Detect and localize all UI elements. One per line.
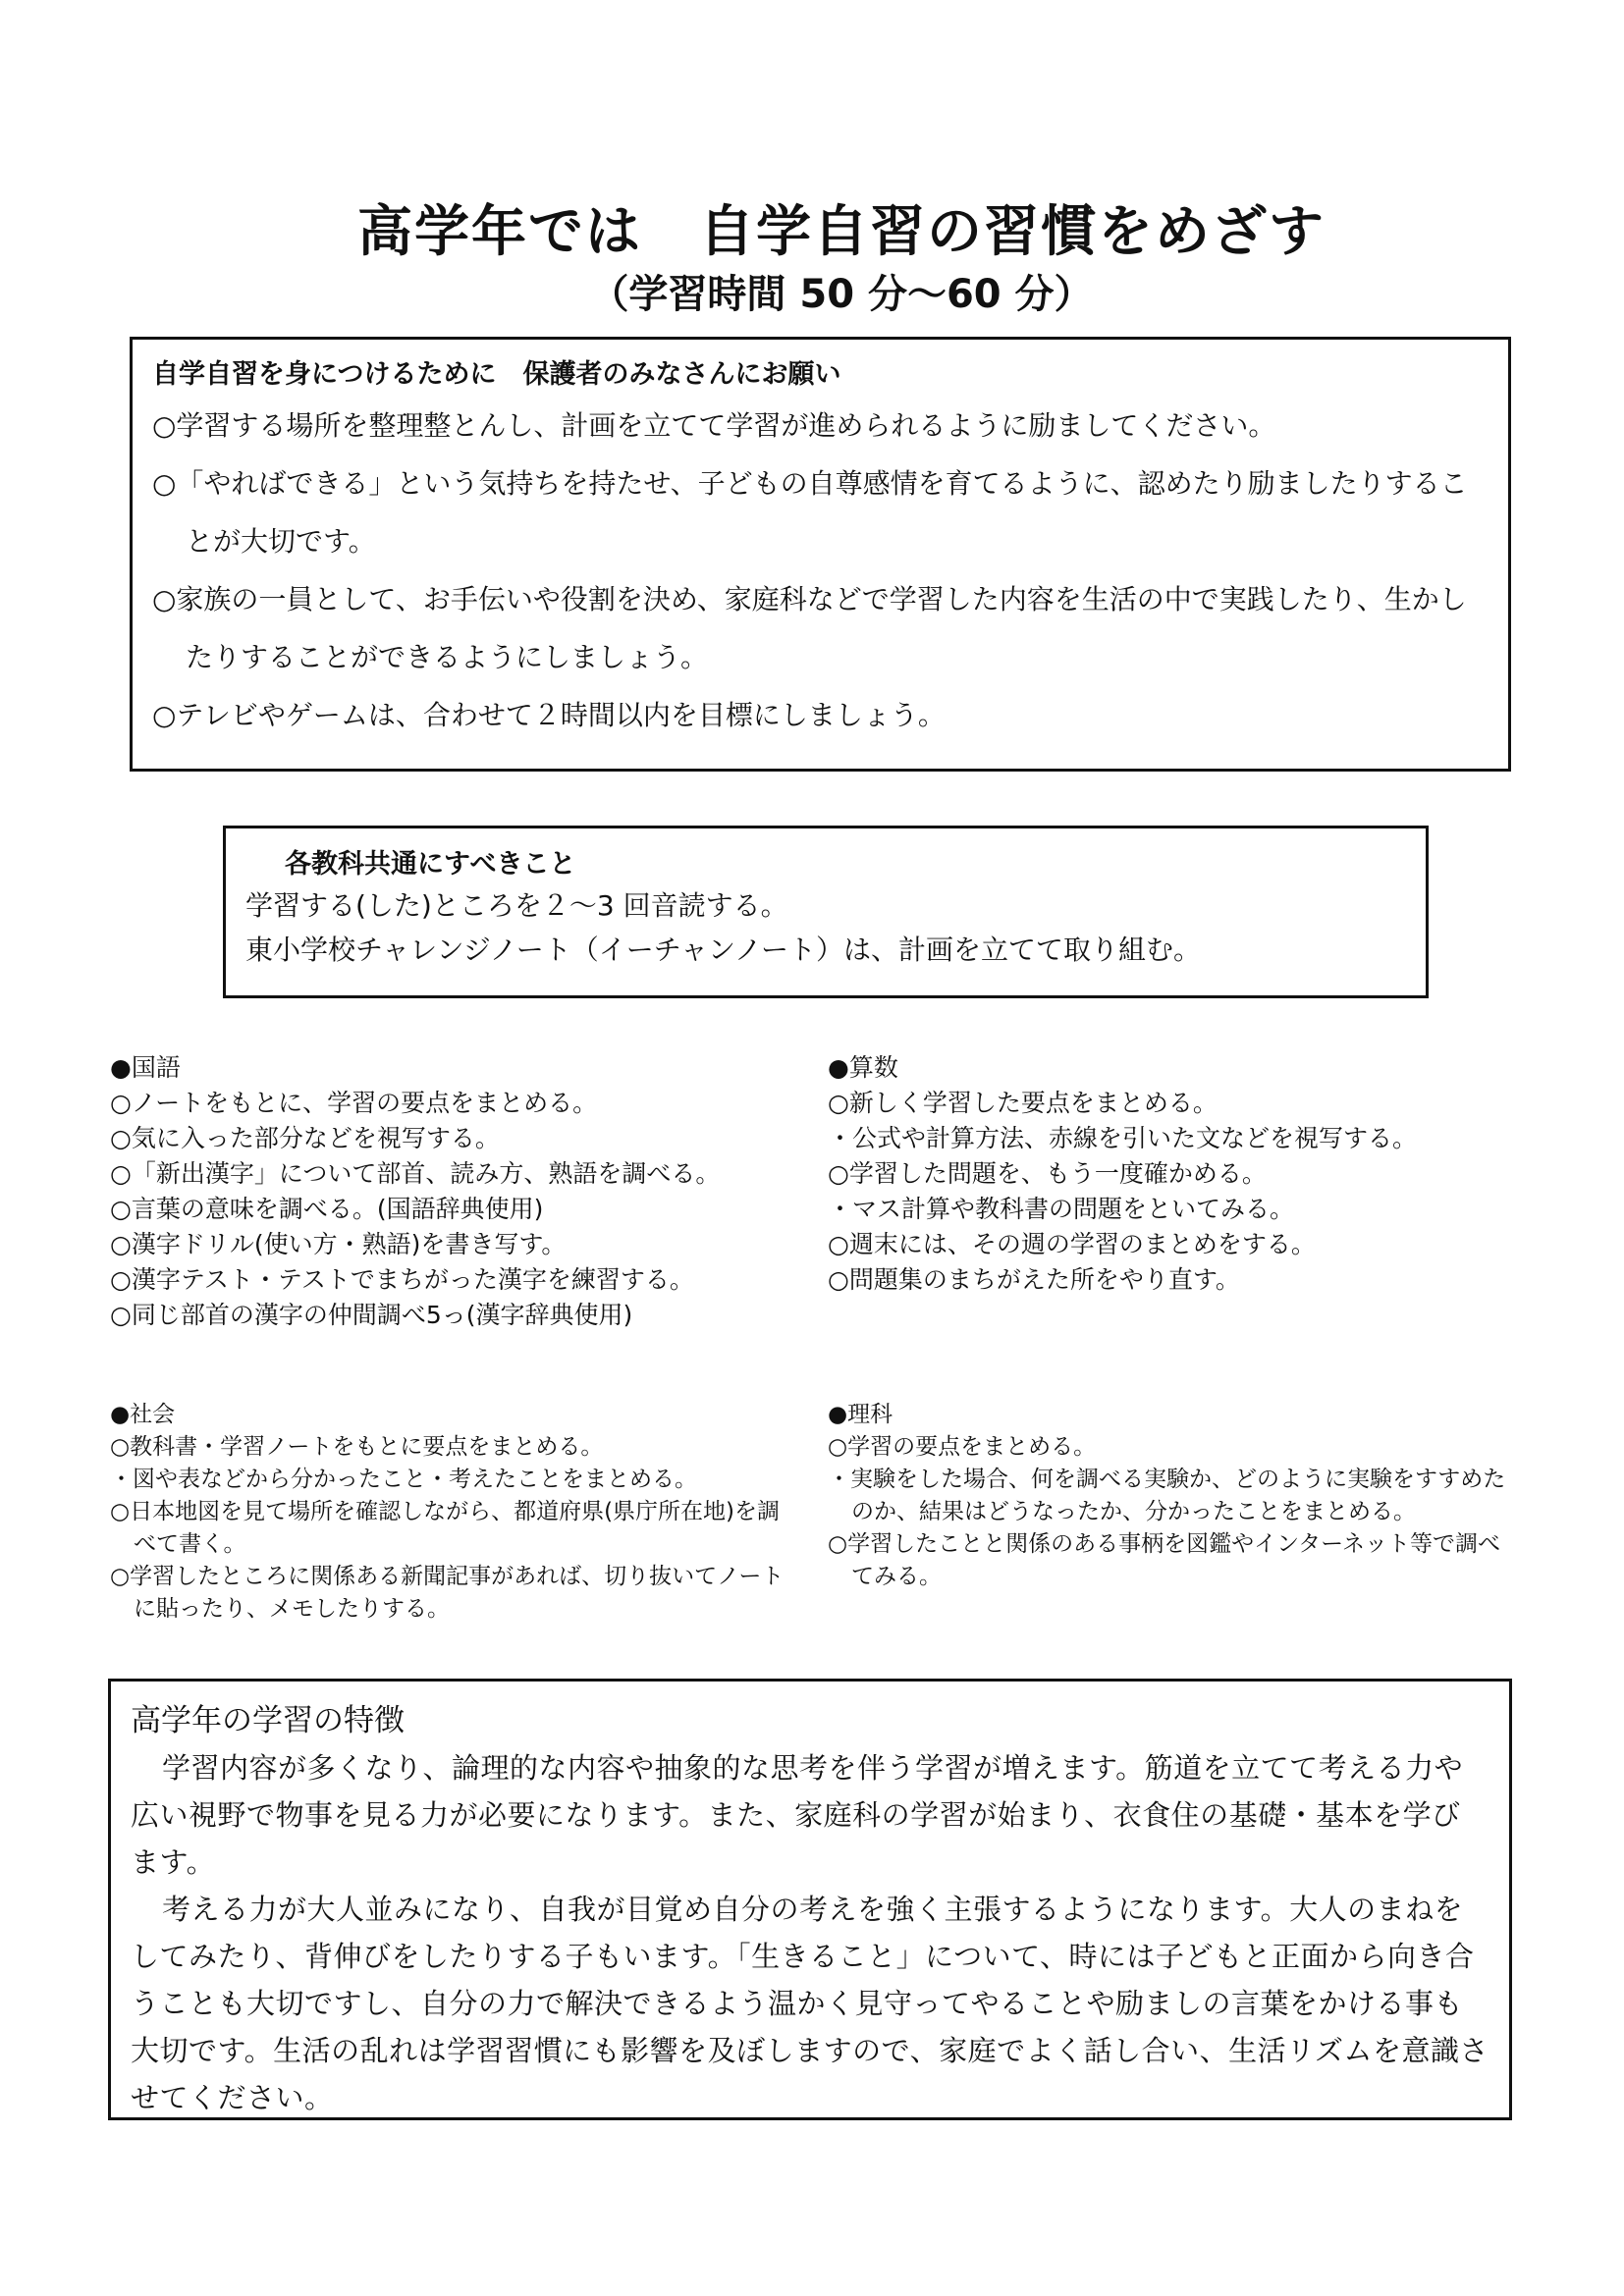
request-item: ○テレビやゲームは、合わせて２時間以内を目標にしましょう。 [152,699,946,731]
subject-item: ○漢字テスト・テストでまちがった漢字を練習する。 [110,1265,694,1294]
subject-kokugo [110,1050,817,1333]
common-tasks-box [223,826,1429,998]
subject-item: ○ノートをもとに、学習の要点をまとめる。 [110,1089,598,1117]
common-tasks-heading: 各教科共通にすべきこと [285,849,576,880]
subject-item: ○気に入った部分などを視写する。 [110,1124,500,1152]
subject-title: ●算数 [828,1053,898,1082]
page-title: 高学年では 自学自習の習慣をめざす [357,200,1326,264]
common-task-line: 学習する(した)ところを２～3 回音読する。 [245,889,788,922]
request-item: ○学習する場所を整理整とんし、計画を立てて学習が進められるように励ましてください。 [152,409,1276,442]
subject-item: ○「新出漢字」について部首、読み方、熟語を調べる。 [110,1159,721,1188]
features-paragraph: 考える力が大人並みになり、自我が目覚め自分の考えを強く主張するようになります。大人のまねをしてみたり、背伸びをしたりする子もいます。「生きること」について、時には子どもと正面から向き合うことも大切ですし、自分の力で解決できるよう温かく見守ってやることや励ましの言葉をかける事も大切です。生活の乱れは学習習慣にも影響を及ぼしますので、家庭でよく話し合い、生活リズムを意識させてください。 [131,1893,1489,2114]
subject-item: ○問題集のまちがえた所をやり直す。 [828,1265,1240,1294]
subject-item: ○日本地図を見て場所を確認しながら、都道府県(県庁所在地)を調べて書く。 [110,1499,781,1557]
subject-item: ○学習の要点をまとめる。 [828,1434,1097,1460]
subject-title: ●社会 [110,1402,176,1427]
subject-item: ○学習したところに関係ある新聞記事があれば、切り抜いてノートに貼ったり、メモしたりする。 [110,1564,785,1622]
subject-item: ○言葉の意味を調べる。(国語辞典使用) [110,1195,544,1223]
page-subtitle: （学習時間 50 分～60 分） [589,272,1094,317]
subject-shakai [110,1399,787,1626]
subject-title: ●国語 [110,1053,181,1082]
subject-item: ・マス計算や教科書の問題をといてみる。 [828,1195,1295,1223]
upper-grade-features-box [108,1679,1512,2120]
subject-rika [828,1399,1515,1593]
common-task-line: 東小学校チャレンジノート（イーチャンノート）は、計画を立てて取り組む。 [245,934,1202,966]
subject-item: ○学習したことと関係のある事柄を図鑑やインターネット等で調べてみる。 [828,1531,1500,1589]
subject-title: ●理科 [828,1402,893,1427]
subject-item: ○漢字ドリル(使い方・熟語)を書き写す。 [110,1230,567,1258]
subject-item: ○週末には、その週の学習のまとめをする。 [828,1230,1316,1258]
subject-item: ・実験をした場合、何を調べる実験か、どのように実験をすすめたのか、結果はどうなったか、分かったことをまとめる。 [828,1467,1506,1524]
request-item: ○家族の一員として、お手伝いや役割を決め、家庭科などで学習した内容を生活の中で実践したり、生かしたりすることができるようにしましょう。 [152,583,1467,673]
parent-request-heading: 自学自習を身につけるために 保護者のみなさんにお願い [152,359,841,390]
subject-item: ○学習した問題を、もう一度確かめる。 [828,1159,1267,1188]
parent-request-box [130,337,1511,772]
subject-item: ・図や表などから分かったこと・考えたことをまとめる。 [110,1467,697,1492]
request-item: ○「やればできる」という気持ちを持たせ、子どもの自尊感情を育てるように、認めたり励ましたりすることが大切です。 [152,467,1468,558]
subject-item: ○新しく学習した要点をまとめる。 [828,1089,1218,1117]
subject-item: ○教科書・学習ノートをもとに要点をまとめる。 [110,1434,604,1460]
subject-item: ・公式や計算方法、赤線を引いた文などを視写する。 [828,1124,1418,1152]
features-heading: 高学年の学習の特徴 [131,1703,405,1738]
subject-sansu [828,1050,1535,1298]
features-paragraph: 学習内容が多くなり、論理的な内容や抽象的な思考を伴う学習が増えます。筋道を立てて考える力や広い視野で物事を見る力が必要になります。また、家庭科の学習が始まり、衣食住の基礎・基本を学びます。 [131,1751,1464,1879]
subject-item: ○同じ部首の漢字の仲間調べ5っ(漢字辞典使用) [110,1301,633,1329]
